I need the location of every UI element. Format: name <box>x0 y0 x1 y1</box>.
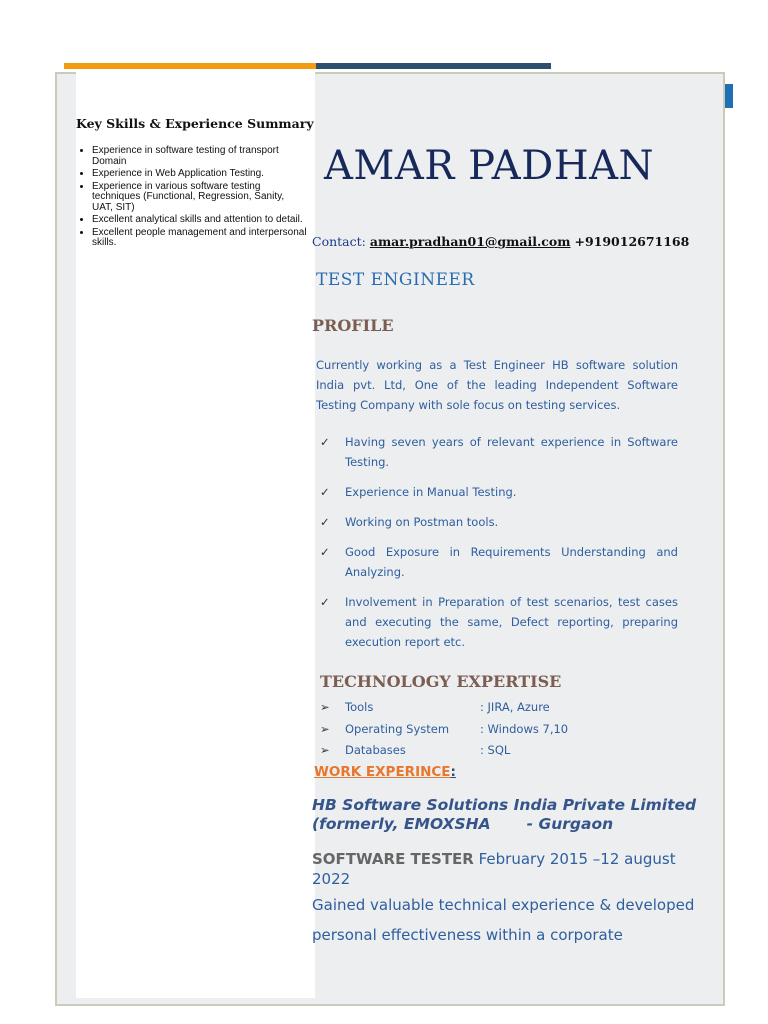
work-heading-colon: : <box>450 764 456 780</box>
profile-points-list <box>320 432 678 662</box>
company-line-1: HB Software Solutions India Private Limited <box>312 796 697 814</box>
arrow-bullet-icon: ➢ <box>320 743 330 757</box>
profile-point-text: Working on Postman tools. <box>345 515 499 529</box>
accent-bar-navy <box>316 63 551 69</box>
profile-summary: Currently working as a Test Engineer HB software solution India pvt. Ltd, One of the leading Independent Software Testing Company with sole focus on testing services. <box>316 358 678 412</box>
job-entry <box>312 849 712 889</box>
technology-row <box>320 719 568 741</box>
phone-number: +919012671168 <box>574 234 690 249</box>
company-former-name: (formerly, EMOXSHA <box>312 815 491 833</box>
profile-point <box>320 432 678 472</box>
contact-label: Contact: <box>312 234 366 249</box>
profile-point-text: Involvement in Preparation of test scenarios, test cases and executing the same, Defect reporting, preparing execution report etc. <box>345 595 678 649</box>
contact-line <box>312 234 689 249</box>
technology-value: : Windows 7,10 <box>480 721 569 736</box>
job-title: SOFTWARE TESTER <box>312 850 474 868</box>
company-line-2 <box>312 815 702 834</box>
job-description <box>312 890 712 950</box>
company-location: - Gurgaon <box>526 815 614 833</box>
profile-point <box>320 542 678 582</box>
checkmark-icon: ✓ <box>320 515 330 529</box>
technology-heading: TECHNOLOGY EXPERTISE <box>320 672 562 691</box>
arrow-bullet-icon: ➢ <box>320 700 330 714</box>
checkmark-icon: ✓ <box>320 485 330 499</box>
checkmark-icon: ✓ <box>320 545 330 559</box>
skill-item: • Experience in various software testing techniques (Functional, Regression, Sanity, UAT, SIT) <box>92 182 307 214</box>
candidate-name: AMAR PADHAN <box>324 143 655 189</box>
work-experience-heading <box>314 764 456 780</box>
technology-key: Tools <box>345 700 374 714</box>
technology-list <box>320 697 568 762</box>
job-description-line-1: Gained valuable technical experience & developed <box>312 896 695 914</box>
checkmark-icon: ✓ <box>320 435 330 449</box>
profile-point-text: Having seven years of relevant experience in Software Testing. <box>345 435 678 469</box>
arrow-bullet-icon: ➢ <box>320 721 330 736</box>
company-name <box>312 796 702 834</box>
technology-row <box>320 740 568 762</box>
skills-list <box>80 146 307 251</box>
accent-bar-orange <box>64 63 316 69</box>
email-link[interactable]: amar.pradhan01@gmail.com <box>369 234 571 249</box>
sidebar-title: Key Skills & Experience Summary <box>76 116 314 131</box>
job-period: February 2015 –12 august 2022 <box>312 850 676 888</box>
work-heading-text: WORK EXPERINCE <box>314 764 451 780</box>
job-role-title: TEST ENGINEER <box>316 270 475 290</box>
profile-point <box>320 482 678 502</box>
technology-value: : JIRA, Azure <box>480 700 550 714</box>
skill-item: • Experience in software testing of transport Domain <box>92 146 307 167</box>
technology-row <box>320 697 568 719</box>
technology-key: Operating System <box>345 721 450 736</box>
profile-point-text: Good Exposure in Requirements Understanding and Analyzing. <box>345 545 678 579</box>
profile-point <box>320 512 678 532</box>
profile-heading: PROFILE <box>312 316 394 335</box>
skill-item: • Excellent people management and interpersonal skills. <box>92 228 307 249</box>
checkmark-icon: ✓ <box>320 595 330 609</box>
profile-point <box>320 592 678 652</box>
job-description-line-2: personal effectiveness within a corporate <box>312 926 623 944</box>
profile-point-text: Experience in Manual Testing. <box>345 485 517 499</box>
technology-key: Databases <box>345 743 406 757</box>
technology-value: : SQL <box>480 743 511 757</box>
skill-item: • Experience in Web Application Testing. <box>92 169 307 180</box>
skill-item: • Excellent analytical skills and attention to detail. <box>92 215 307 226</box>
